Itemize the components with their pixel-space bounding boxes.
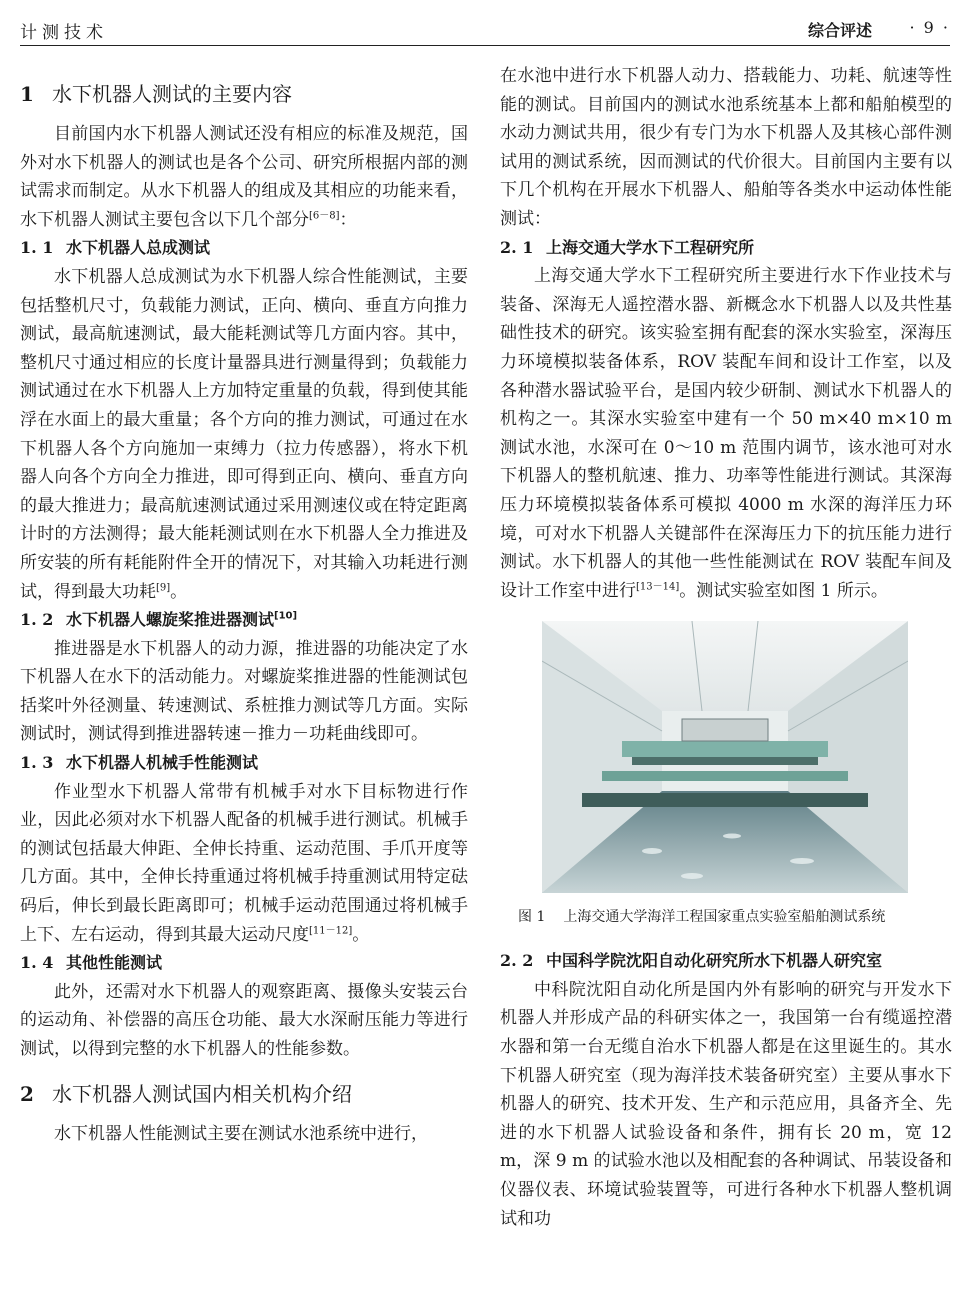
right-column (500, 62, 952, 1233)
citation: [6－8] (309, 210, 340, 222)
paragraph: 中科院沈阳自动化所是国内外有影响的研究与开发水下机器人并形成产品的科研实体之一，我国第一台有缆遥控潜水器和第一台无缆自治水下机器人都是在这里诞生的。其水下机器人研究室（现为海洋技术装备研究室）主要从事水下机器人的研究、技术开发、生产和示范应用，具备齐全、先进的水下机器人试验设备和条件，拥有长 20 m，宽 12 m，深 9 m 的试验水池以及相配套的各种调试、吊装设备和仪器仪表、环境试验装置等，可进行各种水下机器人整机调试和功 (500, 979, 952, 1229)
paragraph: 水下机器人性能测试主要在测试水池系统中进行， (54, 1123, 428, 1144)
subsection-number: 1. 4 (20, 953, 54, 973)
section-number: 1 (20, 82, 34, 106)
text: 。测试实验室如图 1 所示。 (679, 580, 888, 601)
subsection-title: 水下机器人总成测试 (66, 238, 211, 258)
paragraph (20, 778, 468, 950)
text: 。 (170, 581, 188, 602)
section-1-heading (20, 80, 468, 108)
text: 作业型水下机器人常带有机械手对水下目标物进行作业，因此必须对水下机器人配备的机械手进行测试。机械手的测试包括最大伸距、全伸长持重、运动范围、手爪开度等几方面。其中，全伸长持重通过将机械手持重测试用特定砝码后，伸长到最长距离即可；机械手运动范围通过将机械手上下、左右运动，得到其最大运动尺度 (20, 781, 468, 945)
section-2-heading (20, 1080, 468, 1108)
subsection-1-3-heading (20, 749, 468, 778)
subsection-title: 水下机器人螺旋桨推进器测试 (66, 610, 275, 630)
subsection-1-1-heading (20, 234, 468, 263)
subsection-1-4-heading (20, 949, 468, 978)
subsection-number: 1. 3 (20, 753, 54, 773)
text: 目前国内水下机器人测试还没有相应的标准及规范，国外对水下机器人的测试也是各个公司、研究所根据内部的测试需求而制定。从水下机器人的组成及其相应的功能来看，水下机器人测试主要包含以下几个部分 (20, 124, 468, 230)
subsection-number: 1. 1 (20, 238, 54, 258)
subsection-title: 上海交通大学水下工程研究所 (546, 237, 755, 257)
paragraph: 此外，还需对水下机器人的观察距离、摄像头安装云台的运动角、补偿器的高压仓功能、最大水深耐压能力等进行测试，以得到完整的水下机器人的性能参数。 (20, 981, 468, 1059)
paragraph (20, 263, 468, 606)
paragraph: 推进器是水下机器人的动力源，推进器的功能决定了水下机器人在水下的活动能力。对螺旋桨推进器的性能测试包括桨叶外径测量、转速测试、系桩推力测试等几方面。实际测试时，测试得到推进器转速－推力－功耗曲线即可。 (20, 638, 468, 745)
left-column (20, 62, 468, 1148)
subsection-number: 2. 2 (500, 951, 534, 971)
header-rule (20, 45, 950, 46)
citation: [9] (156, 581, 171, 593)
subsection-2-1-heading (500, 234, 952, 263)
citation: [13－14] (636, 581, 680, 593)
subsection-title: 中国科学院沈阳自动化研究所水下机器人研究室 (546, 951, 883, 971)
subsection-title: 水下机器人机械手性能测试 (66, 753, 259, 773)
subsection-title: 其他性能测试 (66, 953, 163, 973)
figure-1-photo (542, 621, 908, 893)
test-pool-illustration (542, 621, 908, 893)
page-number: · 9 · (909, 18, 950, 37)
subsection-2-2-heading (500, 947, 952, 976)
citation: [10] (274, 610, 298, 622)
section-title: 水下机器人测试国内相关机构介绍 (52, 1081, 352, 1106)
text: 上海交通大学水下工程研究所主要进行水下作业技术与装备、深海无人遥控潜水器、新概念水下机器人以及共性基础性技术的研究。该实验室拥有配套的深水实验室，深海压力环境模拟装备体系，ROV 装配车间和设计工作室，以及各种潜水器试验平台，是国内较少研制、测试水下机器人的机构之一。其深水实验室中建有一个 50 m×40 m×10 m 测试水池，水深可在 0～10 m 范围内调节，该水池可对水下机器人的整机航速、推力、功率等性能进行测试。其深海压力环境模拟装备体系可模拟 4000 m 水深的海洋压力环境，可对水下机器人关键部件在深海压力下的抗压能力进行测试。水下机器人的其他一些性能测试在 ROV 装配车间及设计工作室中进行 (500, 266, 952, 601)
subsection-1-2-heading (20, 606, 468, 635)
running-header (20, 14, 950, 43)
journal-name: 计测技术 (20, 23, 108, 43)
figure-1-caption (518, 907, 952, 927)
section-name: 综合评述 (808, 21, 873, 40)
paragraph-continued: 在水池中进行水下机器人动力、搭载能力、功耗、航速等性能的测试。目前国内的测试水池系统基本上都和船舶模型的水动力测试共用，很少有专门为水下机器人及其核心部件测试用的测试系统，因而测试的代价很大。目前国内主要有以下几个机构在开展水下机器人、船舶等各类水中运动体性能测试： (500, 66, 952, 229)
subsection-number: 2. 1 (500, 237, 534, 257)
text: ： (339, 209, 357, 230)
citation: [11－12] (309, 924, 353, 936)
figure-label: 图 1 (518, 909, 546, 926)
paragraph (500, 262, 952, 605)
text: 。 (352, 924, 370, 945)
paragraph (20, 120, 468, 234)
section-number: 2 (20, 1081, 34, 1106)
section-title: 水下机器人测试的主要内容 (52, 82, 292, 106)
subsection-number: 1. 2 (20, 610, 54, 630)
text: 水下机器人总成测试为水下机器人综合性能测试，主要包括整机尺寸，负载能力测试，正向、横向、垂直方向推力测试，最高航速测试，最大能耗测试等几方面内容。其中，整机尺寸通过相应的长度计量器具进行测量得到；负载能力测试通过在水下机器人上方加特定重量的负载，得到使其能浮在水面上的最大重量；各个方向的推力测试，可通过在水下机器人各个方向施加一束缚力（拉力传感器），将水下机器人向各个方向全力推进，即可得到正向、横向、垂直方向的最大推进力；最高航速测试通过采用测速仪或在特定距离计时的方法测得；最大能耗测试则在水下机器人全力推进及所安装的所有耗能附件全开的情况下，对其输入功耗进行测试，得到最大功耗 (20, 266, 468, 602)
figure-caption-text: 上海交通大学海洋工程国家重点实验室船舶测试系统 (563, 909, 886, 926)
